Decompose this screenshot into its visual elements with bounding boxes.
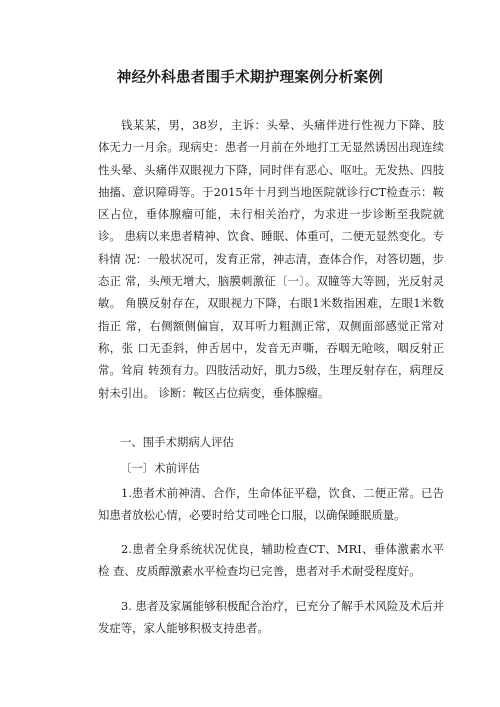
- subsection-heading: 〔一〕术前评估: [120, 461, 200, 475]
- assessment-item-3: 3. 患者及家属能够积极配合治疗，已充分了解手术风险及术后并 发症等，家人能够积极支持患者。: [98, 599, 444, 636]
- assessment-item-2: 2.患者全身系统状况优良，辅助检查CT、MRI、垂体激素水平检 查、皮质醇激素水平检查均已完善，患者对手术耐受程度好。: [98, 542, 444, 579]
- case-paragraph: 钱某某，男，38岁，主诉：头晕、头痛伴进行性视力下降、肢 体无力一月余。现病史：患者一月前在外地打工无显然诱因出现连续 性头晕、头痛伴双眼视力下降，同时伴有恶心、呕吐。无发热、四肢 抽搐、意识障碍等。于2015年十月到当地医院就诊行CT检查示：鞍 区占位，垂体腺瘤可能，未行相关治疗，为求进一步诊断至我院就诊。 患病以来患者精神、饮食、睡眠、体重可，二便无显然变化。专科情 况：一般状况可，发育正常，神志清，查体合作，对答切题，步态正 常，头颅无增大，脑膜刺激征〔一〕。双瞳等大等圆，光反射灵敏。 角膜反射存在，双眼视力下降，右眼1米数指困难，左眼1米数指正 常，右侧额侧偏盲，双耳听力粗测正常，双侧面部感觉正常对称，张 口无歪斜，伸舌居中，发音无声嘶，吞咽无呛咳，咽反射正常。耸肩 转颈有力。四肢活动好，肌力5级，生理反射存在，病理反射未引出。 诊断：鞍区占位病变，垂体腺瘤。: [98, 118, 444, 400]
- assessment-item-1: 1.患者术前神清、合作，生命体征平稳，饮食、二便正常。已告 知患者放松心情，必要时给艾司唑仑口服，以确保睡眠质量。: [98, 486, 444, 523]
- document-title: 神经外科患者围手术期护理案例分析案例: [116, 70, 384, 86]
- section-heading: 一、围手术期病人评估: [120, 435, 234, 449]
